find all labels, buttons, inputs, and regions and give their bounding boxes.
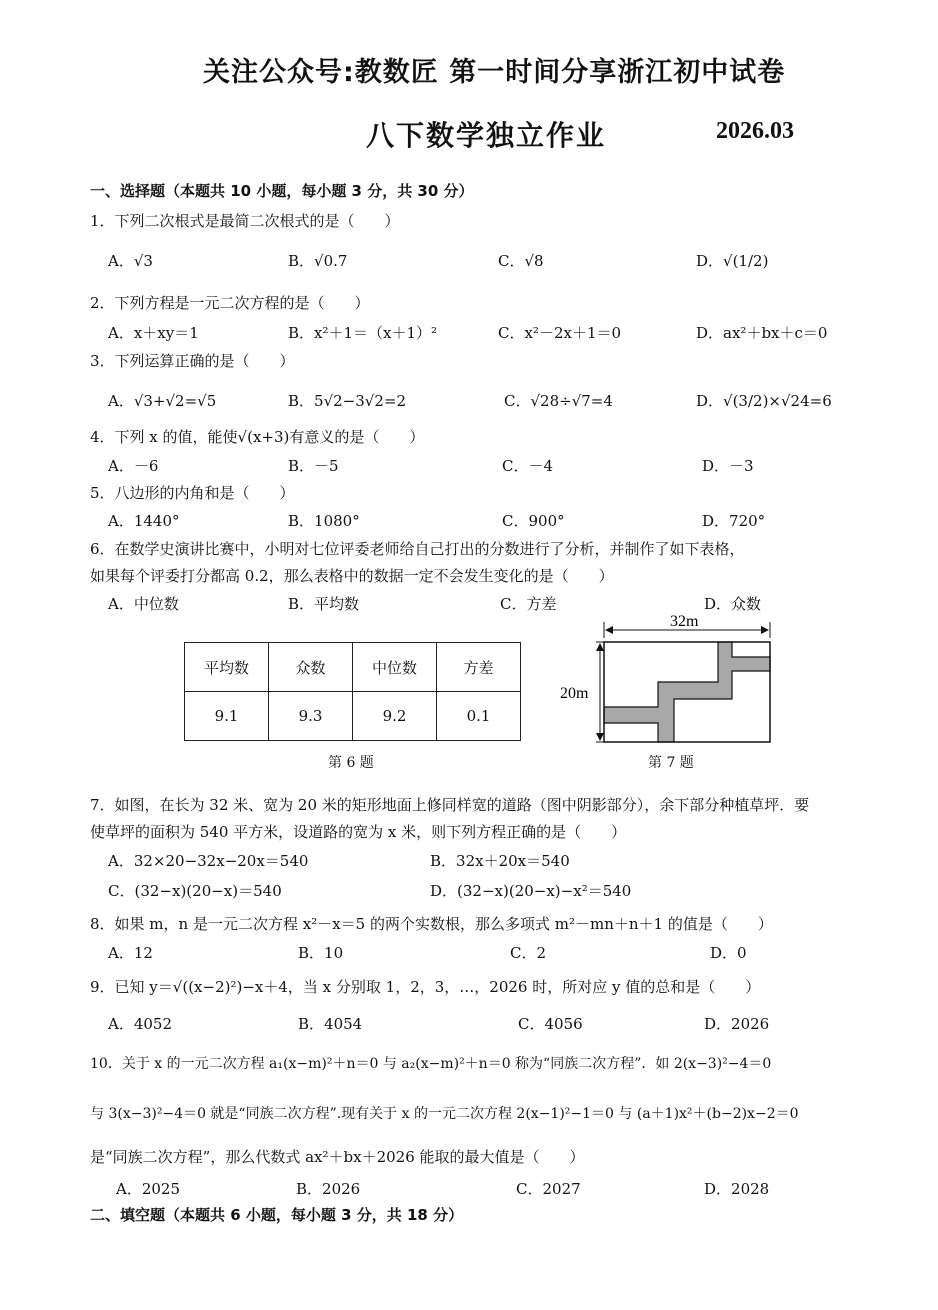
section-heading-choice: 一、选择题（本题共 10 小题，每小题 3 分，共 30 分）: [90, 182, 474, 200]
q2-option-d: D．ax²＋bx＋c＝0: [696, 324, 828, 342]
q7-option-a: A．32×20−32x−20x＝540: [108, 852, 309, 870]
question-6-stem: 6．在数学史演讲比赛中，小明对七位评委老师给自己打出的分数进行了分析，并制作了如下表格，: [90, 540, 745, 558]
q8-option-a: A．12: [108, 944, 153, 962]
q6-option-c: C．方差: [500, 595, 557, 613]
table-cell: 9.3: [269, 692, 353, 741]
figure-7-caption: 第 7 题: [648, 755, 694, 771]
q7-option-d: D．(32−x)(20−x)−x²＝540: [430, 882, 632, 900]
q5-option-c: C．900°: [502, 512, 565, 530]
question-7-stem: 7．如图，在长为 32 米、宽为 20 米的矩形地面上修同样宽的道路（图中阴影部分），余下部分种植草坪．要: [90, 796, 810, 814]
q5-option-d: D．720°: [702, 512, 766, 530]
q8-option-c: C．2: [510, 944, 547, 962]
question-6-stem-cont: 如果每个评委打分都高 0.2，那么表格中的数据一定不会发生变化的是（ ）: [90, 567, 614, 585]
exam-date: 2026.03: [716, 118, 794, 144]
table-header-cell: 众数: [269, 643, 353, 692]
question-9-stem: 9．已知 y＝√((x−2)²)−x＋4，当 x 分别取 1，2，3，…，2026 时，所对应 y 值的总和是（ ）: [90, 978, 761, 996]
q3-option-d: D．√(3/2)×√24=6: [696, 392, 832, 410]
q6-option-b: B．平均数: [288, 595, 360, 613]
q10-option-c: C．2027: [516, 1180, 581, 1198]
question-3-stem: 3．下列运算正确的是（ ）: [90, 352, 295, 370]
q3-option-a: A．√3+√2=√5: [108, 392, 217, 410]
table-header-cell: 中位数: [353, 643, 437, 692]
table-row: [185, 692, 521, 741]
score-table: [184, 642, 521, 741]
q9-option-a: A．4052: [108, 1015, 173, 1033]
question-10-stem-cont: 与 3(x−3)²−4＝0 就是“同族二次方程”.现有关于 x 的一元二次方程 2(x−1)²−1＝0 与 (a＋1)x²＋(b−2)x−2＝0: [90, 1106, 799, 1122]
q8-option-b: B．10: [298, 944, 344, 962]
question-8-stem: 8．如果 m，n 是一元二次方程 x²－x＝5 的两个实数根，那么多项式 m²－mn＋n＋1 的值是（ ）: [90, 915, 773, 933]
table-cell: 0.1: [437, 692, 521, 741]
q9-option-b: B．4054: [298, 1015, 363, 1033]
figure-7-height-label: 20m: [560, 685, 589, 702]
question-4-stem: 4．下列 x 的值，能使√(x+3)有意义的是（ ）: [90, 428, 425, 446]
q4-option-d: D．－3: [702, 457, 754, 475]
q2-option-c: C．x²－2x＋1＝0: [498, 324, 622, 342]
q3-option-c: C．√28÷√7=4: [504, 392, 613, 410]
q1-option-a: A．√3: [108, 252, 153, 270]
figure-6-caption: 第 6 题: [328, 755, 374, 771]
q7-option-b: B．32x＋20x＝540: [430, 852, 570, 870]
q1-option-d: D．√(1/2): [696, 252, 769, 270]
question-10-stem: 10．关于 x 的一元二次方程 a₁(x−m)²＋n＝0 与 a₂(x−m)²＋n＝0 称为“同族二次方程”．如 2(x−3)²−4＝0: [90, 1056, 772, 1072]
q1-option-b: B．√0.7: [288, 252, 348, 270]
q7-option-c: C．(32−x)(20−x)＝540: [108, 882, 282, 900]
q2-option-b: B．x²＋1＝（x＋1）²: [288, 324, 438, 342]
q1-option-c: C．√8: [498, 252, 544, 270]
figure-7-width-label: 32m: [670, 613, 699, 630]
q4-option-a: A．－6: [108, 457, 159, 475]
q8-option-d: D．0: [710, 944, 747, 962]
table-cell: 9.2: [353, 692, 437, 741]
question-5-stem: 5．八边形的内角和是（ ）: [90, 484, 295, 502]
question-1-stem: 1．下列二次根式是最简二次根式的是（ ）: [90, 212, 400, 230]
table-header-cell: 方差: [437, 643, 521, 692]
question-7-stem-cont: 使草坪的面积为 540 平方米，设道路的宽为 x 米，则下列方程正确的是（ ）: [90, 823, 627, 841]
q6-option-d: D．众数: [704, 595, 762, 613]
q10-option-d: D．2028: [704, 1180, 770, 1198]
q5-option-b: B．1080°: [288, 512, 360, 530]
q9-option-c: C．4056: [518, 1015, 583, 1033]
figure-7-diagram: [560, 612, 790, 752]
page-title: 八下数学独立作业: [366, 119, 607, 152]
section-heading-fill: 二、填空题（本题共 6 小题，每小题 3 分，共 18 分）: [90, 1206, 464, 1224]
q6-option-a: A．中位数: [108, 595, 179, 613]
q2-option-a: A．x＋xy＝1: [108, 324, 199, 342]
q5-option-a: A．1440°: [108, 512, 180, 530]
table-header-cell: 平均数: [185, 643, 269, 692]
q4-option-c: C．－4: [502, 457, 554, 475]
q4-option-b: B．－5: [288, 457, 339, 475]
question-10-stem-cont2: 是“同族二次方程”，那么代数式 ax²＋bx＋2026 能取的最大值是（ ）: [90, 1148, 585, 1166]
table-row: [185, 643, 521, 692]
q10-option-a: A．2025: [116, 1180, 181, 1198]
q9-option-d: D．2026: [704, 1015, 770, 1033]
q3-option-b: B．5√2−3√2=2: [288, 392, 406, 410]
table-cell: 9.1: [185, 692, 269, 741]
banner-text: 关注公众号:教数匠 第一时间分享浙江初中试卷: [203, 57, 786, 88]
question-2-stem: 2．下列方程是一元二次方程的是（ ）: [90, 294, 370, 312]
q10-option-b: B．2026: [296, 1180, 361, 1198]
